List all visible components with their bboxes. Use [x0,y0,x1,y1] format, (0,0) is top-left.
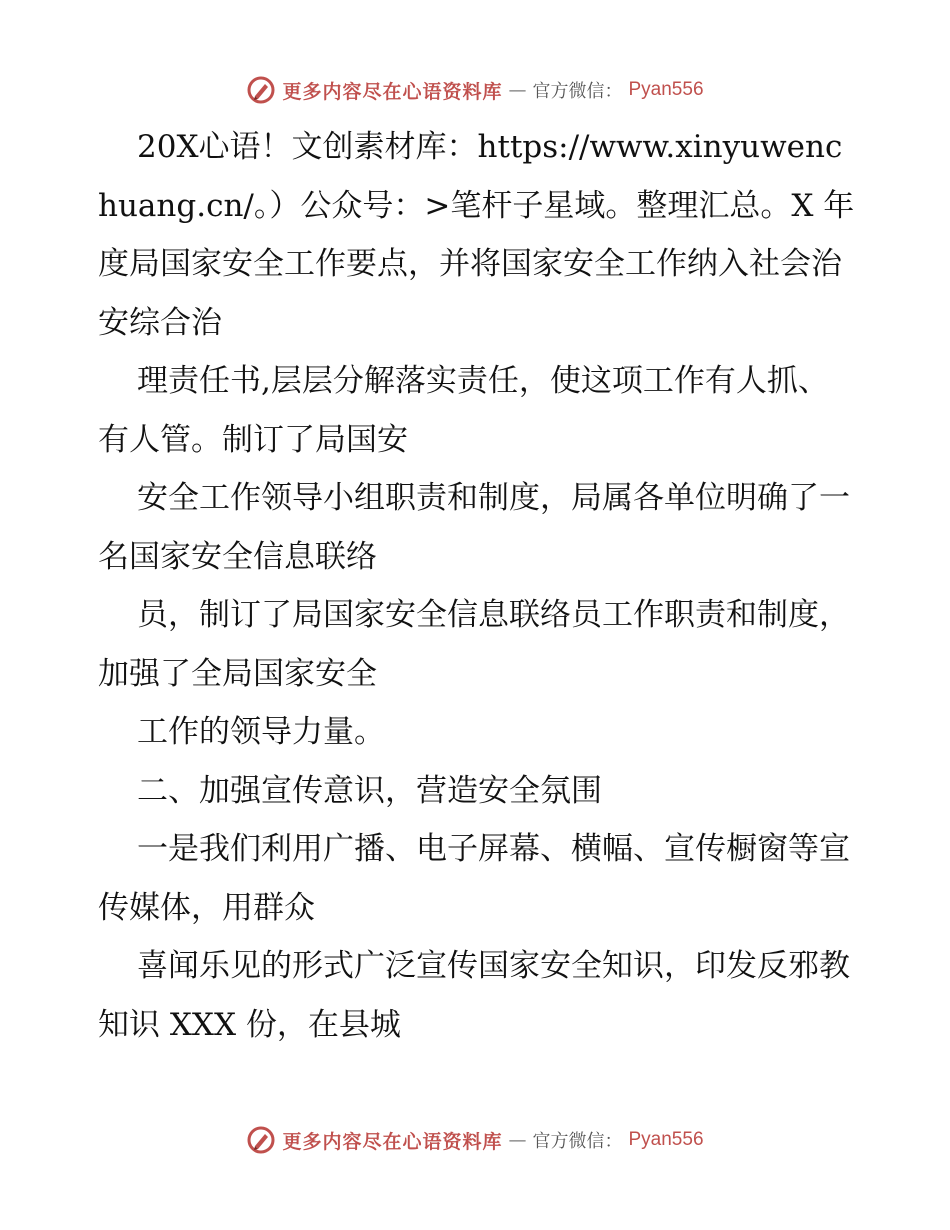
paragraph: 理责任书,层层分解落实责任，使这项工作有人抓、有人管。制订了局国安 [98,363,829,458]
wechat-id: Pyan556 [628,1129,704,1150]
document-body [98,118,858,1054]
banner-separator: — [508,79,527,101]
wechat-label: 官方微信： [532,81,623,102]
banner-text: 更多内容尽在心语资料库 [282,1130,503,1153]
wechat-label: 官方微信： [532,1131,623,1152]
wechat-id: Pyan556 [628,79,704,100]
paragraph: 员，制订了局国家安全信息联络员工作职责和制度，加强了全局国家安全 [98,597,850,692]
paragraph: 一是我们利用广播、电子屏幕、横幅、宣传橱窗等宣传媒体，用群众 [98,831,850,926]
header-watermark-banner [0,72,950,108]
banner-text: 更多内容尽在心语资料库 [282,80,503,103]
paragraph: 喜闻乐见的形式广泛宣传国家安全知识，印发反邪教知识 XXX 份，在县城 [98,948,850,1043]
paragraph: 安全工作领导小组职责和制度，局属各单位明确了一名国家安全信息联络 [98,480,850,575]
pen-logo-icon [246,75,276,105]
banner-separator: — [508,1129,527,1151]
paragraph: 20X心语！文创素材库：https://www.xinyuwenchuang.cn/。）公众号：>笔杆子星域。整理汇总。X 年度局国家安全工作要点，并将国家安全工作纳入社会治安综合治 [98,129,855,341]
footer-watermark-banner [0,1122,950,1158]
pen-logo-icon [246,1125,276,1155]
section-heading: 二、加强宣传意识，营造安全氛围 [137,772,602,809]
paragraph: 工作的领导力量。 [137,714,385,750]
